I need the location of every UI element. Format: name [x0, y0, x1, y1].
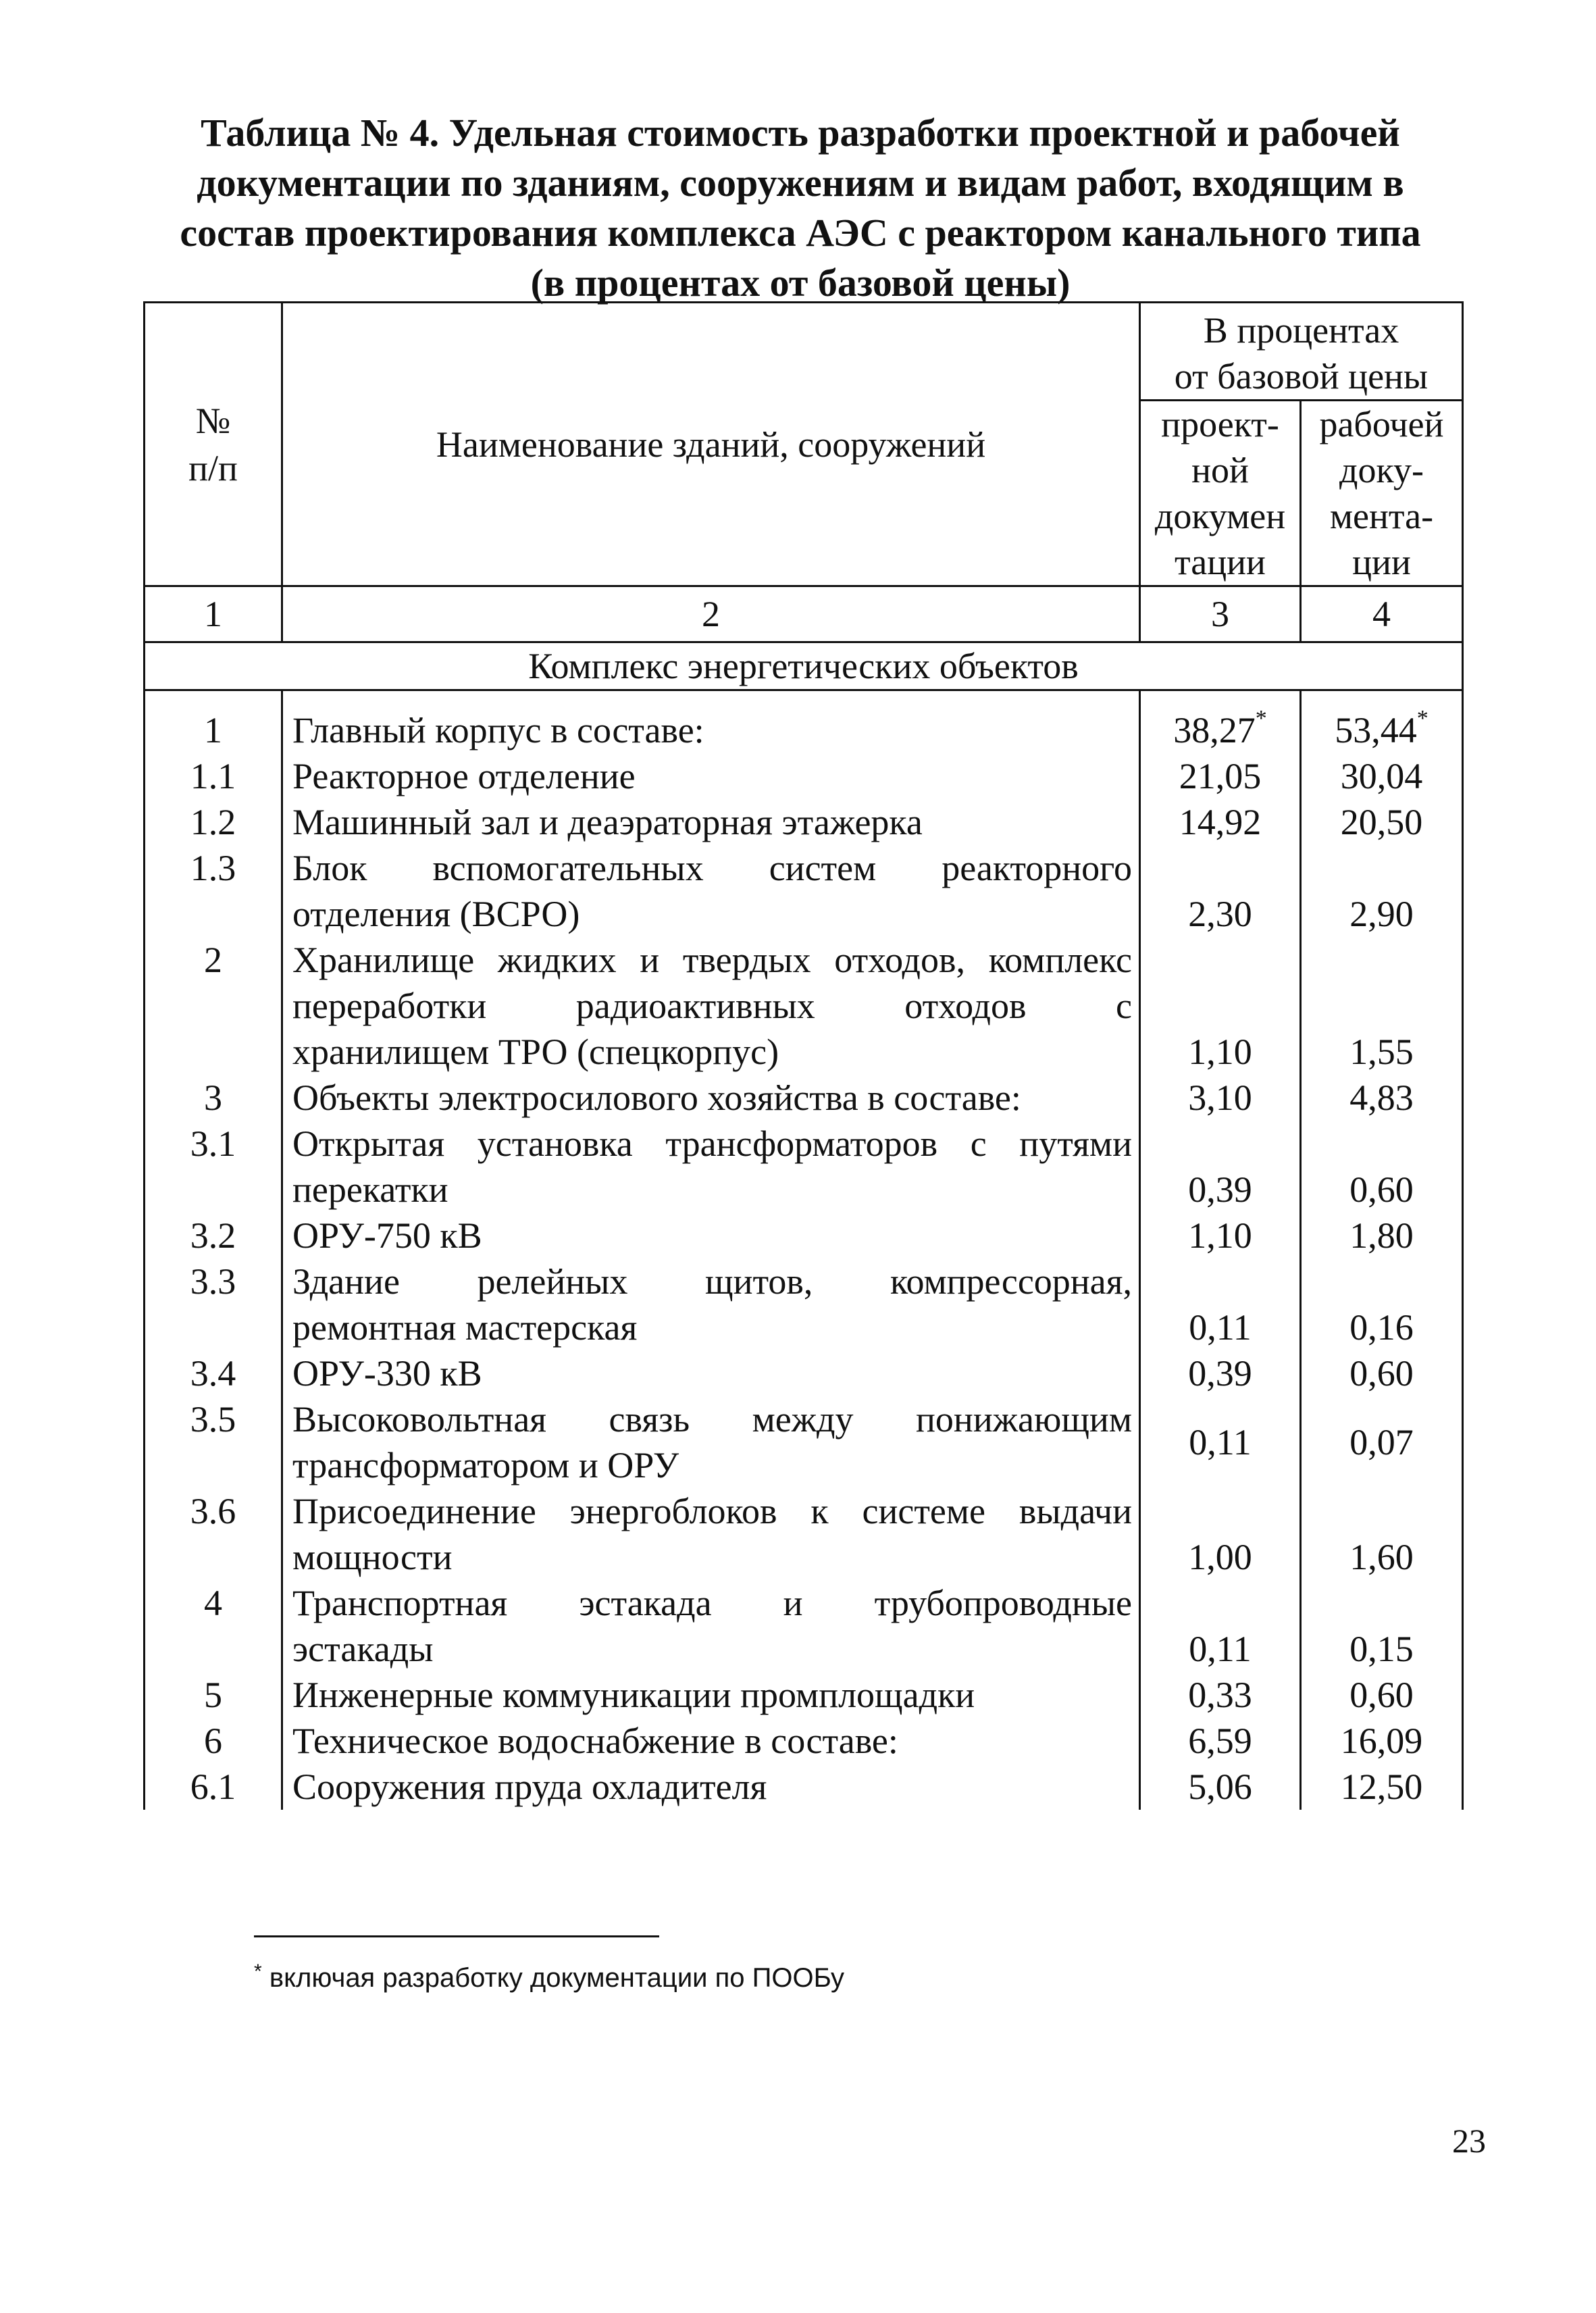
row-number: 3 — [145, 1075, 282, 1121]
row-work-value — [1301, 1672, 1463, 1718]
table-row — [145, 937, 1463, 1075]
row-name — [282, 1396, 1140, 1488]
row-project-value — [1140, 799, 1301, 845]
value-text: 1,10 — [1188, 1032, 1252, 1072]
row-number: 3.1 — [145, 1121, 282, 1213]
title-line: Таблица № 4. Удельная стоимость разработки проектной и рабочей — [201, 111, 1400, 155]
table-row — [145, 1488, 1463, 1580]
value-text: 3,10 — [1188, 1077, 1252, 1118]
header-work-line: рабочей — [1319, 404, 1444, 444]
row-name — [282, 1121, 1140, 1213]
row-work-value — [1301, 1075, 1463, 1121]
row-name-line: Высоковольтная связь между понижающим — [292, 1399, 1132, 1440]
value-text: 53,44 — [1335, 710, 1417, 751]
row-name — [282, 1075, 1140, 1121]
table-row — [145, 1213, 1463, 1259]
value-text: 0,33 — [1188, 1675, 1252, 1715]
header-project-line: тации — [1175, 542, 1266, 582]
header-work-docs — [1301, 401, 1463, 586]
row-project-value — [1140, 1350, 1301, 1396]
row-number: 2 — [145, 937, 282, 1075]
row-name-line: Хранилище жидких и твердых отходов, комплекс — [292, 940, 1132, 980]
row-number: 1.1 — [145, 753, 282, 799]
row-name-line: Транспортная эстакада и трубопроводные — [292, 1583, 1132, 1623]
row-work-value — [1301, 845, 1463, 937]
value-text: 30,04 — [1340, 756, 1423, 796]
row-name-line: хранилищем ТРО (спецкорпус) — [292, 1032, 779, 1072]
row-name-line: ремонтная мастерская — [292, 1307, 638, 1348]
row-name — [282, 1213, 1140, 1259]
row-name — [282, 1488, 1140, 1580]
footnote-text: включая разработку документации по ПООБу — [269, 1963, 844, 1993]
row-number: 1.2 — [145, 799, 282, 845]
header-project-docs — [1140, 401, 1301, 586]
row-project-value — [1140, 1718, 1301, 1764]
header-work-line: ции — [1352, 542, 1411, 582]
row-name — [282, 1259, 1140, 1350]
row-work-value — [1301, 799, 1463, 845]
value-text: 0,16 — [1349, 1307, 1414, 1348]
value-text: 1,55 — [1349, 1032, 1414, 1072]
row-name — [282, 1580, 1140, 1672]
table-row — [145, 1350, 1463, 1396]
table-row — [145, 845, 1463, 937]
page-number: 23 — [1452, 2122, 1486, 2160]
value-text: 38,27 — [1173, 710, 1256, 751]
footnote-ref-mark: * — [1255, 706, 1267, 731]
row-number: 3.4 — [145, 1350, 282, 1396]
value-text: 14,92 — [1179, 802, 1262, 842]
header-project-line: докумен — [1154, 496, 1286, 536]
row-project-value — [1140, 1580, 1301, 1672]
row-name-line: ОРУ-330 кВ — [292, 1353, 482, 1394]
header-name: Наименование зданий, сооружений — [282, 303, 1140, 586]
cost-table — [143, 301, 1464, 1810]
header-project-line: проект- — [1161, 404, 1279, 444]
row-number: 3.2 — [145, 1213, 282, 1259]
table-row — [145, 1764, 1463, 1810]
row-work-value — [1301, 702, 1463, 753]
column-number: 4 — [1301, 586, 1463, 642]
table-row — [145, 1672, 1463, 1718]
header-work-line: мента- — [1329, 496, 1434, 536]
row-number: 3.3 — [145, 1259, 282, 1350]
table-row — [145, 1718, 1463, 1764]
header-percent — [1140, 303, 1463, 401]
footnote-divider — [254, 1935, 659, 1937]
row-name-line: Реакторное отделение — [292, 756, 636, 796]
table-title — [128, 108, 1472, 308]
header-work-line: доку- — [1339, 450, 1424, 490]
row-number: 5 — [145, 1672, 282, 1718]
value-text: 0,11 — [1189, 1629, 1252, 1669]
value-text: 6,59 — [1188, 1721, 1252, 1761]
value-text: 0,11 — [1189, 1307, 1252, 1348]
row-project-value — [1140, 1075, 1301, 1121]
row-name-line: Главный корпус в составе: — [292, 710, 704, 751]
row-work-value — [1301, 1396, 1463, 1488]
value-text: 0,60 — [1349, 1353, 1414, 1394]
row-name-line: Техническое водоснабжение в составе: — [292, 1721, 898, 1761]
row-work-value — [1301, 1764, 1463, 1810]
row-work-value — [1301, 1121, 1463, 1213]
value-text: 2,30 — [1188, 894, 1252, 934]
row-project-value — [1140, 937, 1301, 1075]
table-row — [145, 1259, 1463, 1350]
header-percent-line1: В процентах — [1203, 310, 1399, 351]
row-name-line: мощности — [292, 1537, 453, 1577]
row-name-line: Объекты электросилового хозяйства в составе: — [292, 1077, 1021, 1118]
value-text: 1,10 — [1188, 1215, 1252, 1256]
title-line: (в процентах от базовой цены) — [530, 261, 1071, 305]
row-name-line: Сооружения пруда охладителя — [292, 1766, 767, 1807]
row-number: 6 — [145, 1718, 282, 1764]
value-text: 21,05 — [1179, 756, 1262, 796]
table-row — [145, 1396, 1463, 1488]
value-text: 0,60 — [1349, 1169, 1414, 1210]
row-number: 6.1 — [145, 1764, 282, 1810]
table-row — [145, 753, 1463, 799]
header-project-line: ной — [1191, 450, 1249, 490]
value-text: 5,06 — [1188, 1766, 1252, 1807]
value-text: 12,50 — [1340, 1766, 1423, 1807]
row-name-line: Инженерные коммуникации промплощадки — [292, 1675, 975, 1715]
column-number: 2 — [282, 586, 1140, 642]
table-row — [145, 799, 1463, 845]
row-number: 4 — [145, 1580, 282, 1672]
header-num-line1: № — [195, 400, 231, 441]
value-text: 0,15 — [1349, 1629, 1414, 1669]
footnote-mark: * — [254, 1960, 262, 1983]
value-text: 1,00 — [1188, 1537, 1252, 1577]
table-row — [145, 702, 1463, 753]
value-text: 1,80 — [1349, 1215, 1414, 1256]
row-name — [282, 845, 1140, 937]
row-project-value — [1140, 702, 1301, 753]
row-project-value — [1140, 753, 1301, 799]
row-project-value — [1140, 1396, 1301, 1488]
header-percent-line2: от базовой цены — [1174, 356, 1428, 397]
footnote — [254, 1960, 844, 1993]
value-text: 2,90 — [1349, 894, 1414, 934]
title-line: состав проектирования комплекса АЭС с реактором канального типа — [180, 211, 1421, 255]
table-row — [145, 1075, 1463, 1121]
row-name-line: трансформатором и ОРУ — [292, 1445, 679, 1485]
row-name — [282, 1350, 1140, 1396]
header-num — [145, 303, 282, 586]
table-row — [145, 1121, 1463, 1213]
row-name — [282, 702, 1140, 753]
row-project-value — [1140, 845, 1301, 937]
row-name-line: Здание релейных щитов, компрессорная, — [292, 1261, 1132, 1302]
row-name-line: ОРУ-750 кВ — [292, 1215, 482, 1256]
value-text: 1,60 — [1349, 1537, 1414, 1577]
row-name-line: Открытая установка трансформаторов с путями — [292, 1123, 1132, 1164]
row-project-value — [1140, 1488, 1301, 1580]
value-text: 0,60 — [1349, 1675, 1414, 1715]
row-work-value — [1301, 1350, 1463, 1396]
row-name-line: эстакады — [292, 1629, 434, 1669]
row-name — [282, 799, 1140, 845]
row-work-value — [1301, 1213, 1463, 1259]
row-name — [282, 1718, 1140, 1764]
value-text: 0,39 — [1188, 1169, 1252, 1210]
row-name — [282, 753, 1140, 799]
row-name-line: отделения (ВСРО) — [292, 894, 580, 934]
row-number: 3.5 — [145, 1396, 282, 1488]
column-number: 1 — [145, 586, 282, 642]
table-row — [145, 1580, 1463, 1672]
value-text: 20,50 — [1340, 802, 1423, 842]
value-text: 4,83 — [1349, 1077, 1414, 1118]
row-name-line: Присоединение энергоблоков к системе выдачи — [292, 1491, 1132, 1531]
row-name — [282, 937, 1140, 1075]
row-number: 1 — [145, 702, 282, 753]
row-name — [282, 1764, 1140, 1810]
row-work-value — [1301, 1580, 1463, 1672]
row-work-value — [1301, 1718, 1463, 1764]
value-text: 16,09 — [1340, 1721, 1423, 1761]
row-name-line: Машинный зал и деаэраторная этажерка — [292, 802, 923, 842]
row-name-line: перекатки — [292, 1169, 448, 1210]
row-number: 1.3 — [145, 845, 282, 937]
row-project-value — [1140, 1213, 1301, 1259]
row-name-line: переработки радиоактивных отходов с — [292, 986, 1132, 1026]
row-project-value — [1140, 1764, 1301, 1810]
value-text: 0,11 — [1189, 1422, 1252, 1463]
row-work-value — [1301, 937, 1463, 1075]
value-text: 0,07 — [1349, 1422, 1414, 1463]
row-name-line: Блок вспомогательных систем реакторного — [292, 848, 1132, 888]
row-work-value — [1301, 1259, 1463, 1350]
row-name — [282, 1672, 1140, 1718]
row-work-value — [1301, 753, 1463, 799]
header-num-line2: п/п — [188, 447, 238, 488]
row-project-value — [1140, 1259, 1301, 1350]
column-number: 3 — [1140, 586, 1301, 642]
title-line: документации по зданиям, сооружениям и видам работ, входящим в — [197, 161, 1404, 205]
section-heading: Комплекс энергетических объектов — [145, 642, 1463, 690]
row-work-value — [1301, 1488, 1463, 1580]
row-project-value — [1140, 1672, 1301, 1718]
value-text: 0,39 — [1188, 1353, 1252, 1394]
row-project-value — [1140, 1121, 1301, 1213]
row-number: 3.6 — [145, 1488, 282, 1580]
footnote-ref-mark: * — [1416, 706, 1428, 731]
